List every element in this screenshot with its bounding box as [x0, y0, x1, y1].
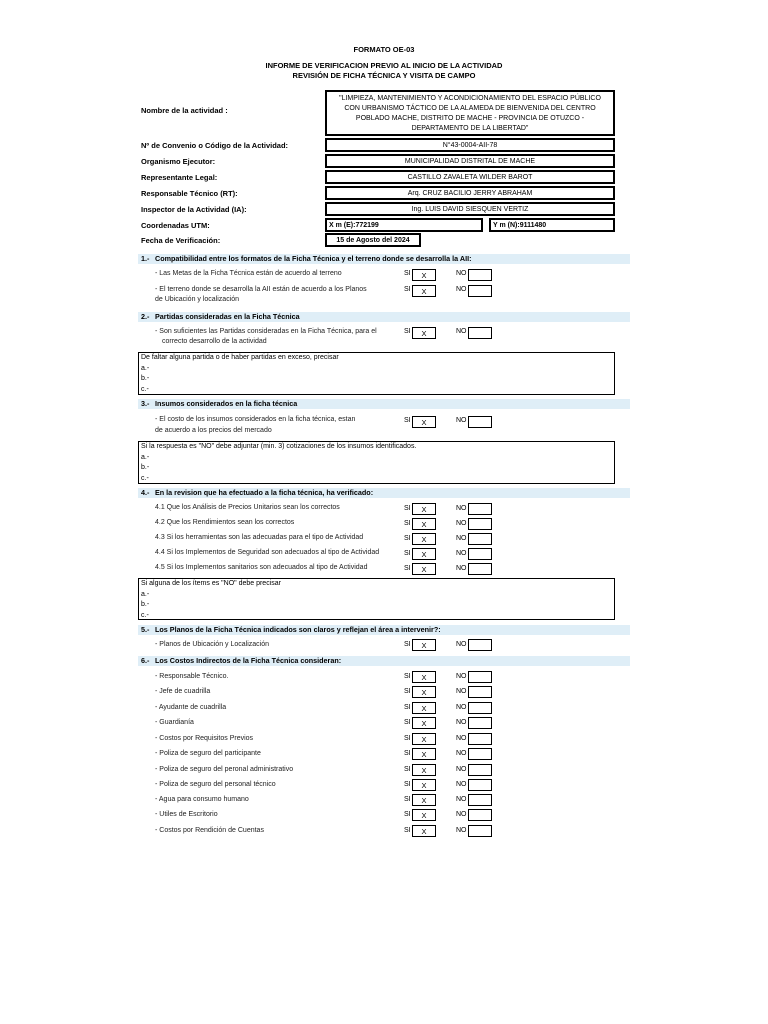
si-label: SI	[404, 565, 411, 572]
section-number: 3.-	[141, 399, 150, 408]
no-checkbox[interactable]	[468, 563, 492, 575]
si-label: SI	[404, 719, 411, 726]
notes-instruction: Si alguna de los ítems es "NO" debe precisar	[141, 580, 281, 587]
no-label: NO	[456, 796, 467, 803]
no-label: NO	[456, 704, 467, 711]
question-text: - Utiles de Escritorio	[155, 811, 218, 818]
si-checkbox[interactable]: X	[412, 686, 436, 698]
no-checkbox[interactable]	[468, 779, 492, 791]
question-text: 4.4 Si los Implementos de Seguridad son adecuados al tipo de Actividad	[155, 549, 380, 556]
no-label: NO	[456, 520, 467, 527]
si-checkbox[interactable]: X	[412, 764, 436, 776]
si-label: SI	[404, 781, 411, 788]
si-checkbox[interactable]: X	[412, 809, 436, 821]
question-text: - Jefe de cuadrilla	[155, 688, 211, 695]
question-text: - Costos por Rendición de Cuentas	[155, 827, 264, 834]
date-field: 15 de Agosto del 2024	[325, 233, 421, 247]
question-text: 4.3 Si los herramientas son las adecuadas para el tipo de Actividad	[155, 534, 364, 541]
question-text: 4.5 Si los Implementos sanitarios son adecuados al tipo de Actividad	[155, 564, 368, 571]
si-label: SI	[404, 811, 411, 818]
si-label: SI	[404, 286, 411, 293]
si-checkbox[interactable]: X	[412, 533, 436, 545]
no-checkbox[interactable]	[468, 533, 492, 545]
notes-line-a: a.-	[141, 590, 150, 598]
si-label: SI	[404, 520, 411, 527]
question-text: - Las Metas de la Ficha Técnica están de acuerdo al terreno	[155, 270, 342, 277]
si-label: SI	[404, 535, 411, 542]
no-label: NO	[456, 328, 467, 335]
no-checkbox[interactable]	[468, 702, 492, 714]
no-label: NO	[456, 550, 467, 557]
question-text-cont: de Ubicación y localización	[155, 296, 240, 303]
no-label: NO	[456, 505, 467, 512]
si-checkbox[interactable]: X	[412, 717, 436, 729]
no-checkbox[interactable]	[468, 518, 492, 530]
section-number: 1.-	[141, 254, 150, 263]
no-checkbox[interactable]	[468, 285, 492, 297]
si-checkbox[interactable]: X	[412, 671, 436, 683]
notes-line-c: c.-	[141, 385, 149, 393]
no-checkbox[interactable]	[468, 809, 492, 821]
no-label: NO	[456, 750, 467, 757]
question-text: - Guardianía	[155, 719, 194, 726]
no-label: NO	[456, 719, 467, 726]
question-text: - Planos de Ubicación y Localización	[155, 641, 270, 648]
no-label: NO	[456, 781, 467, 788]
no-checkbox[interactable]	[468, 825, 492, 837]
si-checkbox[interactable]: X	[412, 702, 436, 714]
no-label: NO	[456, 688, 467, 695]
no-checkbox[interactable]	[468, 764, 492, 776]
si-checkbox[interactable]: X	[412, 733, 436, 745]
question-text: - Responsable Técnico.	[155, 673, 229, 680]
notes-line-a: a.-	[141, 453, 150, 461]
notes-instruction: De faltar alguna partida o de haber partidas en exceso, precisar	[141, 354, 339, 361]
inspector-field: Ing. LUIS DAVID SIESQUEN VERTIZ	[325, 202, 615, 216]
si-label: SI	[404, 270, 411, 277]
question-text: - Son suficientes las Partidas consideradas en la Ficha Técnica, para el	[155, 328, 377, 335]
no-checkbox[interactable]	[468, 686, 492, 698]
format-code: FORMATO OE-03	[353, 45, 415, 54]
executor-label: Organismo Ejecutor:	[141, 157, 216, 166]
section-number: 5.-	[141, 625, 150, 634]
si-label: SI	[404, 505, 411, 512]
section-number: 6.-	[141, 656, 150, 665]
si-checkbox[interactable]: X	[412, 825, 436, 837]
report-title: INFORME DE VERIFICACION PREVIO AL INICIO DE LA ACTIVIDAD	[265, 61, 503, 70]
section-title: Partidas consideradas en la Ficha Técnica	[155, 312, 300, 321]
question-text: - Ayudante de cuadrilla	[155, 704, 227, 711]
notes-line-b: b.-	[141, 375, 150, 382]
section-4-header	[138, 488, 630, 498]
no-checkbox[interactable]	[468, 671, 492, 683]
utm-east-field: X m (E):772199	[325, 218, 483, 232]
utm-north-field: Y m (N):9111480	[489, 218, 615, 232]
question-text-cont: correcto desarrollo de la actividad	[162, 338, 267, 345]
si-checkbox[interactable]: X	[412, 518, 436, 530]
activity-name-label: Nombre de la actividad :	[141, 106, 228, 115]
no-label: NO	[456, 827, 467, 834]
no-checkbox[interactable]	[468, 794, 492, 806]
question-text: - Agua para consumo humano	[155, 796, 249, 803]
section-2-notes-box[interactable]	[138, 352, 615, 395]
si-label: SI	[404, 673, 411, 680]
activity-name-box: "LIMPIEZA, MANTENIMIENTO Y ACONDICIONAMIENTO DEL ESPACIO PÚBLICO CON URBANISMO TÁCTICO DE LA ALAMEDA DE BIENVENIDA DEL CENTRO POBLADO MACHE, DISTRITO DE MACHE - PROVINCIA DE OTUZCO - DEPARTAMENTO DE LA LIBERTAD"	[325, 90, 615, 136]
question-text: 4.1 Que los Análisis de Precios Unitarios sean los correctos	[155, 504, 340, 511]
no-checkbox[interactable]	[468, 327, 492, 339]
report-subtitle: REVISIÓN DE FICHA TÉCNICA Y VISITA DE CAMPO	[292, 71, 476, 80]
si-checkbox[interactable]: X	[412, 794, 436, 806]
si-checkbox[interactable]: X	[412, 748, 436, 760]
section-number: 4.-	[141, 488, 150, 497]
si-checkbox[interactable]: X	[412, 779, 436, 791]
si-label: SI	[404, 417, 411, 424]
agreement-code-label: Nº de Convenio o Código de la Actividad:	[141, 141, 289, 150]
si-checkbox[interactable]: X	[412, 503, 436, 515]
si-label: SI	[404, 704, 411, 711]
si-label: SI	[404, 328, 411, 335]
date-label: Fecha de Verificación:	[141, 236, 221, 245]
section-6-header	[138, 656, 630, 666]
no-label: NO	[456, 735, 467, 742]
si-label: SI	[404, 688, 411, 695]
si-checkbox[interactable]: X	[412, 416, 436, 428]
notes-line-c: c.-	[141, 611, 149, 619]
no-label: NO	[456, 535, 467, 542]
si-checkbox[interactable]: X	[412, 327, 436, 339]
si-label: SI	[404, 735, 411, 742]
no-checkbox[interactable]	[468, 548, 492, 560]
inspector-label: Inspector de la Actividad (IA):	[141, 205, 247, 214]
question-text: - Poliza de seguro del participante	[155, 750, 261, 757]
no-label: NO	[456, 673, 467, 680]
si-checkbox[interactable]: X	[412, 269, 436, 281]
question-text: - Poliza de seguro del peronal administrativo	[155, 766, 294, 773]
section-title: Los Planos de la Ficha Técnica indicados son claros y reflejan el área a intervenir?:	[155, 625, 441, 634]
tech-resp-field: Arq. CRUZ BACILIO JERRY ABRAHAM	[325, 186, 615, 200]
no-checkbox[interactable]	[468, 717, 492, 729]
no-checkbox[interactable]	[468, 416, 492, 428]
si-checkbox[interactable]: X	[412, 563, 436, 575]
question-text: - Poliza de seguro del personal técnico	[155, 781, 276, 788]
notes-instruction: Si la respuesta es "NO" debe adjuntar (min. 3) cotizaciones de los insumos identificados.	[141, 443, 417, 450]
si-label: SI	[404, 641, 411, 648]
no-label: NO	[456, 270, 467, 277]
section-number: 2.-	[141, 312, 150, 321]
question-text: - Costos por Requisitos Previos	[155, 735, 254, 742]
section-3-notes-box[interactable]	[138, 441, 615, 484]
section-2-header	[138, 312, 630, 322]
legal-rep-field: CASTILLO ZAVALETA WILDER BAROT	[325, 170, 615, 184]
si-checkbox[interactable]: X	[412, 285, 436, 297]
no-checkbox[interactable]	[468, 503, 492, 515]
section-title: Insumos considerados en la ficha técnica	[155, 399, 298, 408]
agreement-code-field: N°43-0004-AII-78	[325, 138, 615, 152]
utm-label: Coordenadas UTM:	[141, 221, 210, 230]
section-title: Compatibilidad entre los formatos de la Ficha Técnica y el terreno donde se desarrolla la AII:	[155, 254, 472, 263]
executor-field: MUNICIPALIDAD DISTRITAL DE MACHE	[325, 154, 615, 168]
section-title: Los Costos Indirectos de la Ficha Técnica consideran:	[155, 656, 342, 665]
question-text-cont: de acuerdo a los precios del mercado	[155, 427, 272, 434]
si-label: SI	[404, 796, 411, 803]
notes-line-b: b.-	[141, 601, 150, 608]
notes-line-b: b.-	[141, 464, 150, 471]
no-label: NO	[456, 417, 467, 424]
section-5-header	[138, 625, 630, 635]
question-text: - El costo de los insumos considerados en la ficha técnica, estan	[155, 416, 356, 423]
no-label: NO	[456, 286, 467, 293]
no-checkbox[interactable]	[468, 269, 492, 281]
si-label: SI	[404, 550, 411, 557]
no-label: NO	[456, 766, 467, 773]
si-label: SI	[404, 827, 411, 834]
si-label: SI	[404, 750, 411, 757]
section-title: En la revision que ha efectuado a la ficha técnica, ha verificado:	[155, 488, 374, 497]
si-checkbox[interactable]: X	[412, 639, 436, 651]
section-1-header	[138, 254, 630, 264]
no-checkbox[interactable]	[468, 639, 492, 651]
no-checkbox[interactable]	[468, 748, 492, 760]
legal-rep-label: Representante Legal:	[141, 173, 218, 182]
no-label: NO	[456, 811, 467, 818]
no-label: NO	[456, 641, 467, 648]
question-text: 4.2 Que los Rendimientos sean los correctos	[155, 519, 295, 526]
no-checkbox[interactable]	[468, 733, 492, 745]
question-text: - El terreno donde se desarrolla la AII están de acuerdo a los Planos	[155, 286, 367, 293]
si-checkbox[interactable]: X	[412, 548, 436, 560]
tech-resp-label: Responsable Técnico (RT):	[141, 189, 238, 198]
section-3-header	[138, 399, 630, 409]
notes-line-a: a.-	[141, 364, 150, 372]
no-label: NO	[456, 565, 467, 572]
section-4-notes-box[interactable]	[138, 578, 615, 620]
si-label: SI	[404, 766, 411, 773]
notes-line-c: c.-	[141, 474, 149, 482]
